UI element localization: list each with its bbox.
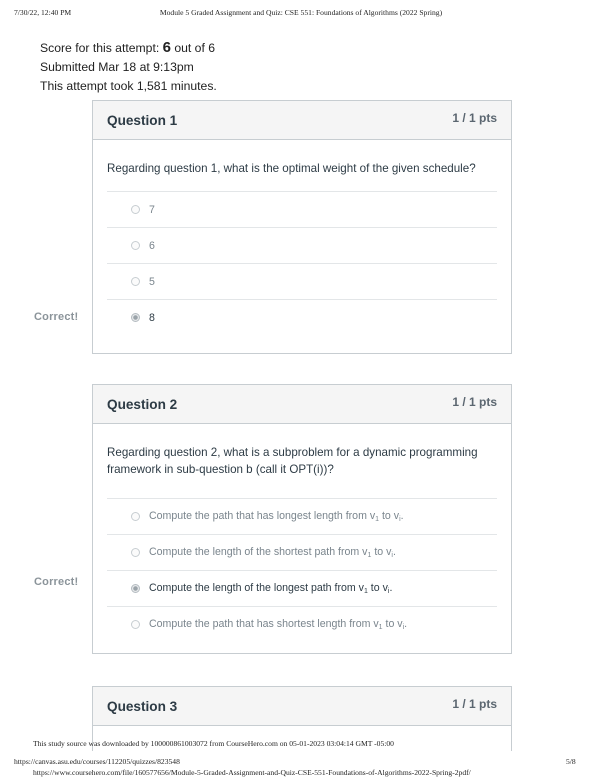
answer-list <box>107 191 497 335</box>
answer-label: Compute the path that has longest length from $v_1$ to $v_i$. <box>149 510 404 523</box>
print-doc-title: Module 5 Graded Assignment and Quiz: CSE 551: Foundations of Algorithms (2022 Spring) <box>159 8 443 17</box>
score-suffix: out of 6 <box>170 41 215 55</box>
question-points: 1 / 1 pts <box>452 395 497 409</box>
print-datetime: 7/30/22, 12:40 PM <box>14 8 72 17</box>
question-points: 1 / 1 pts <box>452 111 497 125</box>
answer-label: Compute the length of the longest path from $v_1$ to $v_i$. <box>149 582 393 595</box>
question-title: Question 1 <box>107 113 178 128</box>
page-number: 5/8 <box>566 757 576 766</box>
download-watermark: This study source was downloaded by 100000861003072 from CourseHero.com on 05-01-2023 03:04:14 GMT -05:00 <box>33 739 394 748</box>
question-title: Question 2 <box>107 397 178 412</box>
answer-option-selected[interactable] <box>107 570 497 606</box>
answer-option[interactable] <box>107 498 497 534</box>
question-text: Regarding question 2, what is a subproblem for a dynamic programming framework in sub-question b (call it OPT(i))? <box>107 446 478 476</box>
question-header <box>93 385 511 424</box>
question-text: Regarding question 1, what is the optimal weight of the given schedule? <box>107 162 476 175</box>
answer-list <box>107 498 497 642</box>
answer-option-selected[interactable] <box>107 299 497 335</box>
answer-option[interactable] <box>107 227 497 263</box>
question-points: 1 / 1 pts <box>452 697 497 711</box>
answer-option[interactable] <box>107 191 497 227</box>
coursehero-url: https://www.coursehero.com/file/160577656/Module-5-Graded-Assignment-and-Quiz-CSE-551-Foundations-of-Algorithms-2022-Spring-2pdf/ <box>33 768 471 777</box>
question-header <box>93 687 511 726</box>
answer-label: 5 <box>149 275 155 288</box>
answer-option[interactable] <box>107 263 497 299</box>
radio-button[interactable] <box>131 512 140 521</box>
correct-label: Correct! <box>34 311 79 323</box>
question-card-2 <box>92 384 512 654</box>
answer-label: Compute the path that has shortest length from $v_1$ to $v_i$. <box>149 618 408 631</box>
attempt-summary <box>40 38 217 96</box>
question-title: Question 3 <box>107 699 178 714</box>
attempt-duration: This attempt took 1,581 minutes. <box>40 79 217 93</box>
answer-option[interactable] <box>107 606 497 642</box>
answer-option[interactable] <box>107 534 497 570</box>
canvas-url: https://canvas.asu.edu/courses/112205/quizzes/823548 <box>14 757 180 766</box>
question-header <box>93 101 511 140</box>
score-line <box>40 38 217 58</box>
score-value: 6 <box>162 39 171 56</box>
answer-label: 7 <box>149 203 155 216</box>
answer-label: Compute the length of the shortest path from $v_1$ to $v_i$. <box>149 546 396 559</box>
submitted-time: Submitted Mar 18 at 9:13pm <box>40 60 194 74</box>
radio-button[interactable] <box>131 241 140 250</box>
radio-button[interactable] <box>131 620 140 629</box>
answer-label: 8 <box>149 311 155 324</box>
question-card-1 <box>92 100 512 354</box>
score-prefix: Score for this attempt: <box>40 41 163 55</box>
radio-button[interactable] <box>131 277 140 286</box>
answer-label: 6 <box>149 239 155 252</box>
radio-button-selected[interactable] <box>131 584 140 593</box>
radio-button[interactable] <box>131 205 140 214</box>
correct-label: Correct! <box>34 576 79 588</box>
radio-button-selected[interactable] <box>131 313 140 322</box>
radio-button[interactable] <box>131 548 140 557</box>
